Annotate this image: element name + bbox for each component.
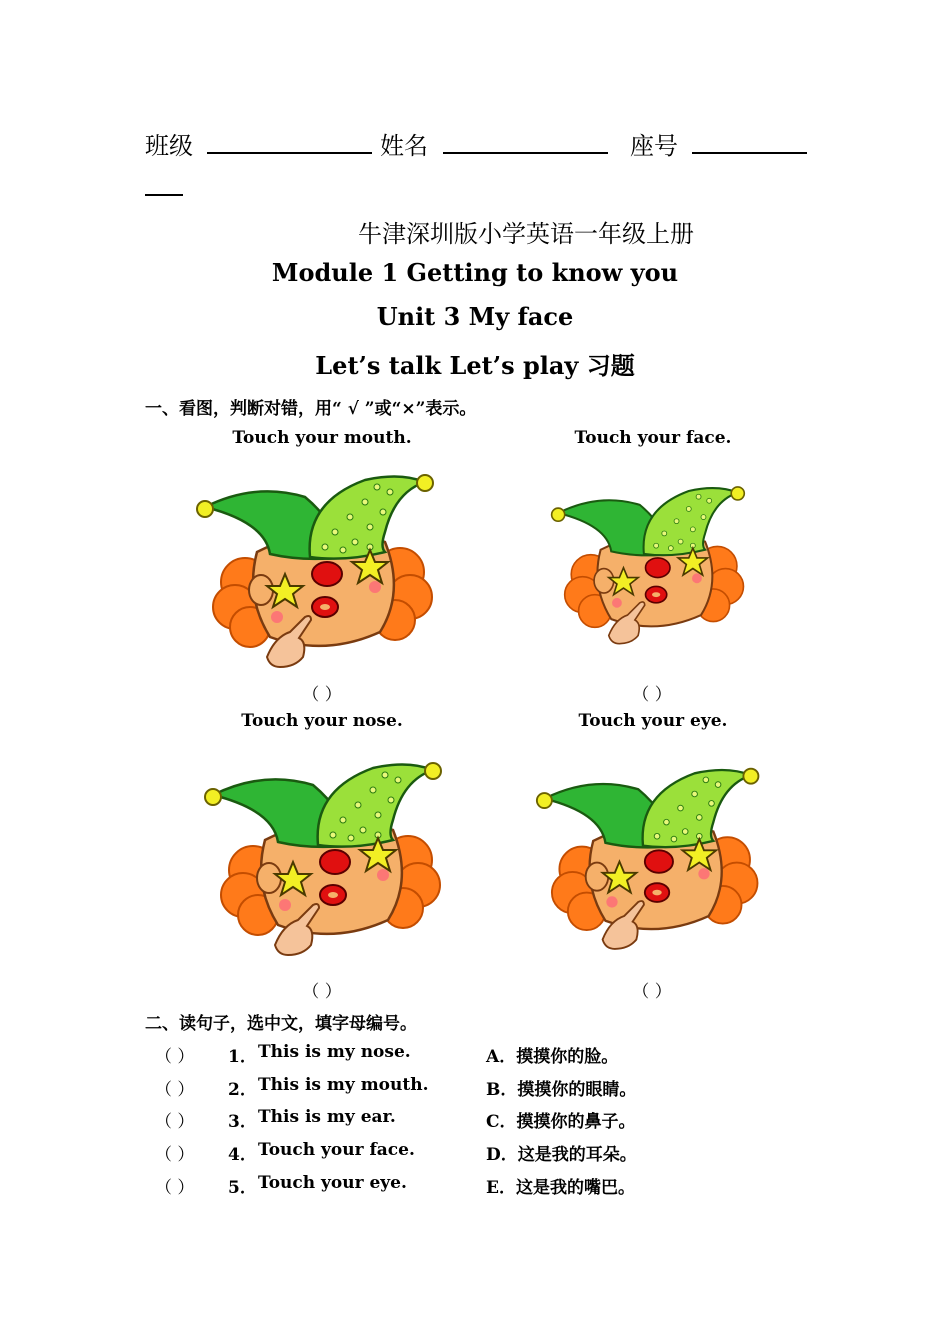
clown-touching-face-image [550,462,750,662]
row2-option: B．摸摸你的眼睛。 [486,1080,637,1100]
book-title: 牛津深圳版小学英语一年级上册 [358,220,694,248]
row1-number: 1． [228,1047,257,1067]
item3-answer-blank[interactable]: （ ） [302,982,342,1002]
name-label: 姓名 [380,132,428,160]
row1-sentence: This is my nose. [258,1042,411,1062]
class-label: 班级 [145,132,193,160]
row5-blank[interactable]: （ ） [155,1178,195,1198]
item3-caption: Touch your nose. [241,711,403,731]
row4-number: 4． [228,1145,257,1165]
section1-instruction: 一、看图，判断对错，用“ √ ”或“×”表示。 [145,399,477,419]
seat-label: 座号 [630,132,678,160]
row2-number: 2． [228,1080,257,1100]
clown-touching-nose-image [203,740,448,970]
module-title: Module 1 Getting to know you [271,258,679,287]
row3-sentence: This is my ear. [258,1107,396,1127]
row5-number: 5． [228,1178,257,1198]
row3-number: 3． [228,1112,257,1132]
row3-option: C．摸摸你的鼻子。 [486,1112,636,1132]
lesson-title: Let’s talk Let’s play 习题 [315,351,635,380]
row5-option: E．这是我的嘴巴。 [486,1178,635,1198]
row2-sentence: This is my mouth. [258,1075,429,1095]
item2-answer-blank[interactable]: （ ） [632,685,672,705]
section2-instruction: 二、读句子，选中文，填字母编号。 [145,1014,417,1034]
row4-blank[interactable]: （ ） [155,1145,195,1165]
item1-answer-blank[interactable]: （ ） [302,685,342,705]
seat-blank-continued [145,168,183,196]
clown-touching-mouth-image [195,462,440,672]
item4-caption: Touch your eye. [578,711,728,731]
item1-caption: Touch your mouth. [232,428,412,448]
name-blank[interactable] [443,126,608,154]
seat-blank[interactable] [692,126,807,154]
row2-blank[interactable]: （ ） [155,1080,195,1100]
row3-blank[interactable]: （ ） [155,1112,195,1132]
row4-option: D．这是我的耳朵。 [486,1145,637,1165]
item2-caption: Touch your face. [574,428,732,448]
row5-sentence: Touch your eye. [258,1173,407,1193]
row1-option: A．摸摸你的脸。 [486,1047,619,1067]
row1-blank[interactable]: （ ） [155,1047,195,1067]
row4-sentence: Touch your face. [258,1140,415,1160]
class-blank[interactable] [207,126,372,154]
unit-title: Unit 3 My face [376,302,574,331]
item4-answer-blank[interactable]: （ ） [632,982,672,1002]
clown-touching-eye-image [535,740,765,970]
